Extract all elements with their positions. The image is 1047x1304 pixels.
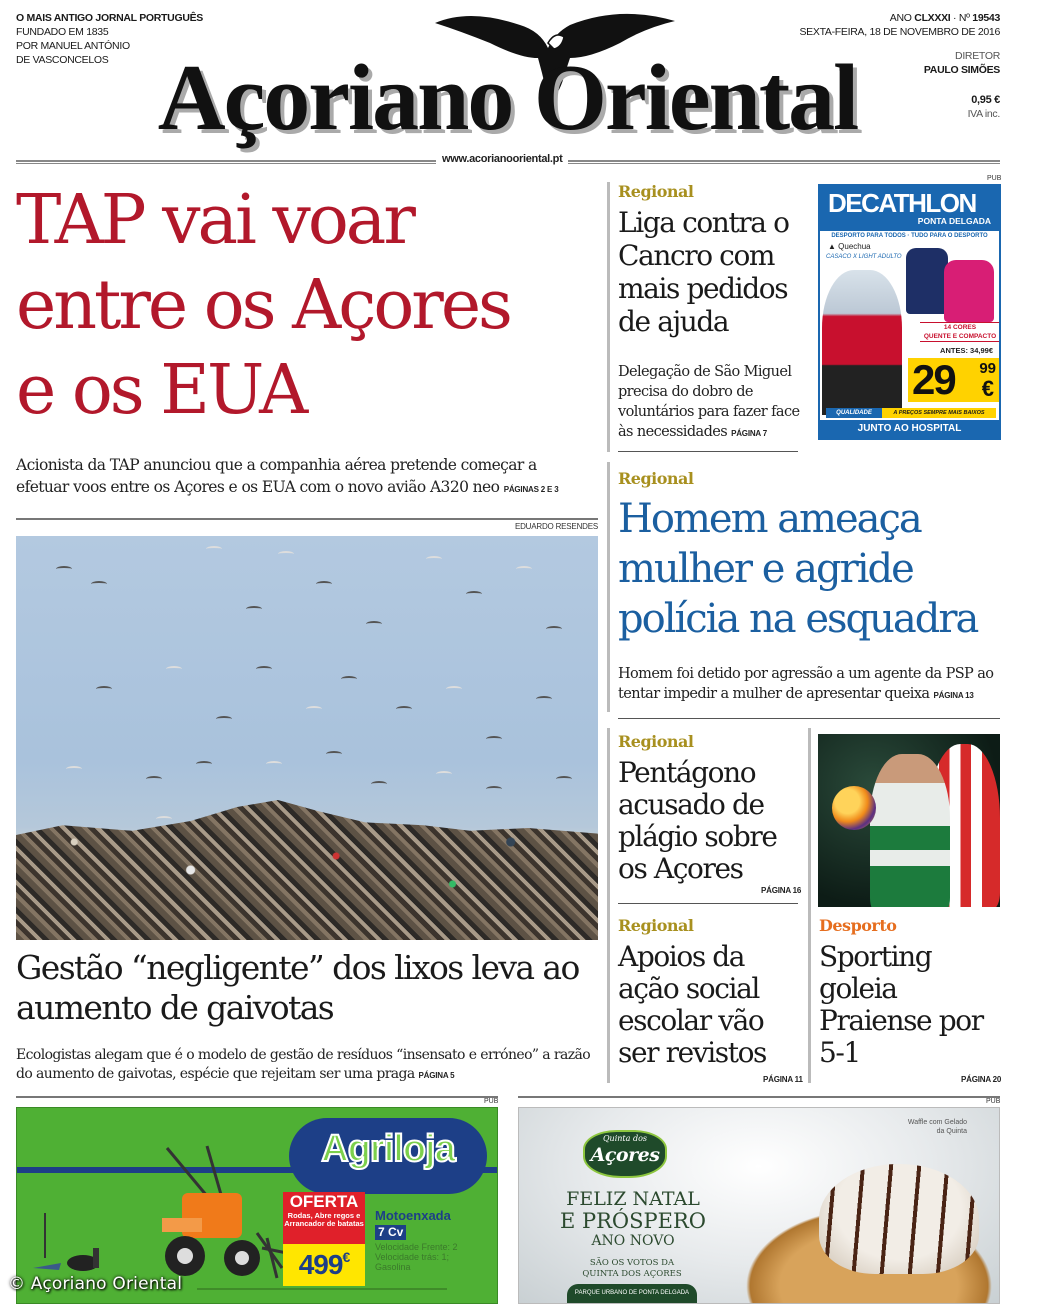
greeting-line: FELIZ NATAL bbox=[566, 1188, 700, 1210]
divider bbox=[16, 1096, 498, 1098]
gull-icon bbox=[546, 626, 562, 632]
apoios-page-ref[interactable]: PÁGINA 11 bbox=[763, 1075, 803, 1084]
sporting-headline[interactable]: Sporting goleia Praiense por 5-1 bbox=[819, 940, 983, 1069]
gull-icon bbox=[486, 786, 502, 792]
cancro-summary-text: Delegação de São Miguel precisa do dobro de voluntários para fazer face às necessidades bbox=[618, 364, 800, 440]
lead-headline-line: e os EUA bbox=[16, 351, 306, 430]
gull-icon bbox=[266, 761, 282, 767]
quechua-label: Quechua bbox=[838, 242, 871, 251]
lead-headline-line: entre os Açores bbox=[16, 266, 510, 345]
gull-icon bbox=[216, 716, 232, 722]
price-tag bbox=[908, 358, 1000, 402]
gulls-summary-text: Ecologistas alegam que é o modelo de gestão de resíduos “insensato e erróneo” a razão do aumento de gaivotas, espécie que rejeitam ser uma praga bbox=[16, 1047, 591, 1082]
lead-headline-line: TAP vai voar bbox=[16, 181, 413, 260]
greeting-line: ANO NOVO bbox=[591, 1233, 675, 1249]
homem-page-ref[interactable]: PÁGINA 13 bbox=[933, 691, 974, 700]
decathlon-location: JUNTO AO HOSPITAL bbox=[820, 420, 999, 438]
gull-icon bbox=[66, 766, 82, 772]
logo-wordmark: Açoriano Oriental bbox=[157, 46, 858, 150]
issue-date: SEXTA-FEIRA, 18 DE NOVEMBRO DE 2016 bbox=[799, 26, 1000, 38]
homem-summary bbox=[618, 664, 1003, 706]
gull-icon bbox=[206, 546, 222, 552]
divider bbox=[518, 1096, 1000, 1098]
gull-icon bbox=[326, 751, 342, 757]
spec-line: Velocidade trás: 1; bbox=[375, 1252, 450, 1262]
column-divider bbox=[808, 728, 811, 1083]
issue-info bbox=[799, 11, 1000, 25]
founded-line: DE VASCONCELOS bbox=[16, 54, 109, 66]
column-divider bbox=[607, 182, 610, 452]
lead-summary-text: Acionista da TAP anunciou que a companhia aérea pretende começar a efetuar voos entre os Açores e os EUA com o novo avião A320 neo bbox=[16, 456, 537, 496]
gull-icon bbox=[396, 706, 412, 712]
sporting-page-ref[interactable]: PÁGINA 20 bbox=[961, 1075, 1002, 1084]
photo-credit: EDUARDO RESENDES bbox=[514, 522, 598, 531]
spec-line: Gasolina bbox=[375, 1262, 411, 1272]
offer-box bbox=[283, 1192, 365, 1244]
price-cents: 99 bbox=[979, 360, 996, 377]
divider bbox=[16, 518, 598, 520]
section-label-desporto[interactable]: Desporto bbox=[819, 916, 897, 935]
product-specs bbox=[375, 1242, 458, 1272]
issue-number: 19543 bbox=[972, 12, 1000, 24]
founded-line: FUNDADO EM 1835 bbox=[16, 26, 109, 38]
gulls-summary bbox=[16, 1046, 596, 1085]
masthead-tagline: O MAIS ANTIGO JORNAL PORTUGUÊS bbox=[16, 12, 204, 24]
divider bbox=[618, 903, 798, 904]
gull-icon bbox=[426, 556, 442, 562]
landfill-trash bbox=[16, 800, 598, 940]
website-link[interactable]: www.acorianooriental.pt bbox=[436, 153, 568, 165]
features-line: QUENTE E COMPACTO bbox=[923, 333, 997, 340]
gull-icon bbox=[96, 686, 112, 692]
quinta-dos-acores-ad[interactable] bbox=[518, 1107, 1000, 1304]
masthead-right-info bbox=[799, 11, 1000, 121]
issue-sep: · Nº bbox=[953, 12, 970, 24]
spec-line: Velocidade Frente: 2 bbox=[375, 1242, 458, 1252]
gulls-page-ref[interactable]: PÁGINA 5 bbox=[418, 1071, 455, 1080]
navy-jacket-image bbox=[906, 248, 948, 314]
cancro-headline[interactable]: Liga contra o Cancro com mais pedidos de ajuda bbox=[618, 206, 789, 338]
decathlon-city: PONTA DELGADA bbox=[917, 216, 991, 226]
founded-line: POR MANUEL ANTÓNIO bbox=[16, 40, 130, 52]
quinta-logo-top: Quinta dos bbox=[603, 1134, 647, 1143]
lead-page-ref[interactable]: PÁGINAS 2 E 3 bbox=[503, 485, 559, 494]
agriloja-price bbox=[283, 1244, 365, 1286]
tiller-machine-icon bbox=[107, 1138, 287, 1288]
gull-icon bbox=[246, 606, 262, 612]
gull-icon bbox=[556, 776, 572, 782]
gull-icon bbox=[536, 696, 552, 702]
greeting-line: E PRÓSPERO bbox=[559, 1209, 707, 1233]
quechua-logo-icon: ▲ bbox=[828, 242, 839, 251]
agriloja-logo bbox=[289, 1118, 487, 1194]
gull-icon bbox=[306, 706, 322, 712]
ad-label: PUB bbox=[484, 1098, 499, 1105]
attachments-icon bbox=[31, 1208, 111, 1278]
product-power: 7 Cv bbox=[375, 1225, 406, 1240]
column-divider bbox=[607, 728, 610, 1083]
price-currency: € bbox=[342, 1249, 350, 1265]
old-price: ANTES: 34,99€ bbox=[940, 346, 993, 355]
homem-summary-text: Homem foi detido por agressão a um agente da PSP ao tentar impedir a mulher de apresentar queixa bbox=[618, 666, 994, 702]
price: 0,95 € bbox=[971, 94, 1000, 106]
quinta-location: PARQUE URBANO DE PONTA DELGADA bbox=[567, 1284, 697, 1304]
issue-prefix: ANO bbox=[889, 12, 912, 24]
cancro-summary bbox=[618, 362, 803, 444]
gull-icon bbox=[56, 566, 72, 572]
quinta-logo bbox=[583, 1130, 667, 1178]
offer-text: Rodas, Abre regos e Arrancador de batatas bbox=[284, 1211, 364, 1228]
gulls-landfill-photo[interactable] bbox=[16, 536, 598, 940]
copyright-watermark: © Açoriano Oriental bbox=[8, 1274, 183, 1294]
lead-summary bbox=[16, 454, 591, 501]
gulls-headline[interactable]: Gestão “negligente” dos lixos leva ao aumento de gaivotas bbox=[16, 948, 579, 1027]
colors-line: 14 CORES bbox=[943, 324, 977, 331]
wishes-line: SÃO OS VOTOS DA bbox=[589, 1258, 675, 1268]
quality-sub: A PREÇOS SEMPRE MAIS BAIXOS bbox=[882, 408, 996, 418]
gull-icon bbox=[371, 781, 387, 787]
issue-year: CLXXXI bbox=[914, 12, 951, 24]
gull-icon bbox=[486, 736, 502, 742]
homem-headline[interactable]: Homem ameaça mulher e agride polícia na esquadra bbox=[618, 496, 978, 642]
price-currency: € bbox=[981, 376, 994, 401]
agriloja-brand: Agriloja bbox=[321, 1128, 455, 1170]
lead-headline[interactable] bbox=[16, 178, 606, 433]
cancro-page-ref[interactable]: PÁGINA 7 bbox=[731, 429, 767, 438]
hiker-image bbox=[822, 270, 902, 415]
jacket-features bbox=[920, 322, 1000, 342]
waffle-caption bbox=[908, 1118, 967, 1136]
gull-icon bbox=[446, 686, 462, 692]
quechua-brand bbox=[828, 242, 871, 251]
divider bbox=[618, 451, 798, 452]
newspaper-logo[interactable] bbox=[100, 28, 915, 150]
gull-icon bbox=[278, 551, 294, 557]
gull-icon bbox=[436, 771, 452, 777]
decathlon-header bbox=[820, 186, 999, 231]
apoios-headline[interactable]: Apoios da ação social escolar vão ser revistos bbox=[618, 940, 767, 1069]
ad-label: PUB bbox=[987, 175, 1002, 182]
wishes-line: QUINTA DOS AÇORES bbox=[582, 1269, 682, 1279]
gull-icon bbox=[316, 581, 332, 587]
football-icon bbox=[832, 786, 876, 830]
decathlon-tagline: DESPORTO PARA TODOS · TUDO PARA O DESPORTO bbox=[831, 233, 988, 239]
caption-line: Waffle com Gelado bbox=[907, 1119, 967, 1126]
product-name: Motoenxada bbox=[375, 1208, 451, 1223]
gull-icon bbox=[156, 816, 172, 822]
sporting-player bbox=[870, 754, 950, 907]
football-photo[interactable] bbox=[818, 734, 1000, 907]
gull-icon bbox=[366, 621, 382, 627]
director-label: DIRETOR bbox=[955, 50, 1000, 62]
section-label-regional[interactable]: Regional bbox=[618, 182, 694, 201]
gull-icon bbox=[341, 676, 357, 682]
gull-icon bbox=[146, 776, 162, 782]
price-note: IVA inc. bbox=[967, 108, 1000, 120]
gull-icon bbox=[516, 566, 532, 572]
divider bbox=[618, 718, 1000, 719]
decathlon-brand: DECATHLON bbox=[828, 188, 976, 218]
decathlon-ad[interactable] bbox=[818, 184, 1001, 440]
ad-label: PUB bbox=[986, 1098, 1001, 1105]
quinta-logo-main: Açores bbox=[590, 1144, 660, 1166]
holiday-greeting bbox=[543, 1188, 723, 1250]
gull-icon bbox=[91, 581, 107, 587]
pink-jacket-image bbox=[944, 260, 994, 322]
wishes-text bbox=[557, 1258, 707, 1280]
ice-cream-image bbox=[819, 1164, 979, 1274]
product-name: CASACO X LIGHT ADULTO bbox=[826, 254, 902, 260]
gull-icon bbox=[256, 666, 272, 672]
offer-title: OFERTA bbox=[289, 1192, 359, 1211]
gull-icon bbox=[196, 761, 212, 767]
section-label-regional[interactable]: Regional bbox=[618, 732, 694, 751]
quality-label: QUALIDADE bbox=[826, 408, 882, 418]
gull-icon bbox=[166, 666, 182, 672]
pentagono-headline[interactable]: Pentágono acusado de plágio sobre os Açores bbox=[618, 756, 777, 885]
section-label-regional[interactable]: Regional bbox=[618, 469, 694, 488]
column-divider bbox=[607, 462, 610, 712]
section-label-regional[interactable]: Regional bbox=[618, 916, 694, 935]
price-value: 499 bbox=[298, 1249, 343, 1280]
caption-line: da Quinta bbox=[936, 1128, 967, 1135]
gull-icon bbox=[466, 591, 482, 597]
pentagono-page-ref[interactable]: PÁGINA 16 bbox=[761, 886, 802, 895]
fine-print bbox=[197, 1288, 447, 1290]
director-name: PAULO SIMÕES bbox=[923, 64, 1000, 76]
price-integer: 29 bbox=[912, 356, 955, 403]
